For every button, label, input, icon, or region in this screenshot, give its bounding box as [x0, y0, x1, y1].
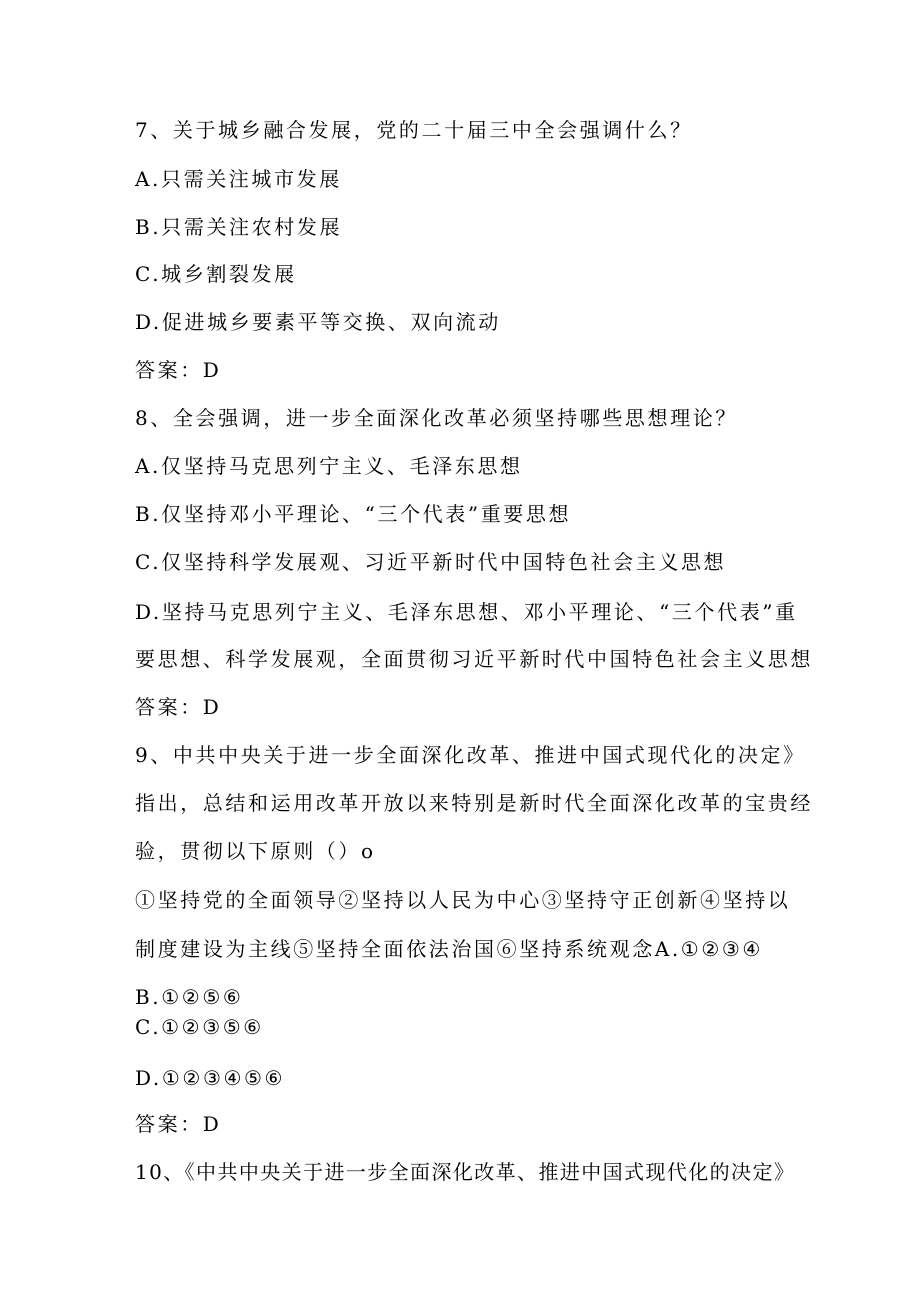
q8-answer: 答案：D [135, 695, 222, 719]
q8-question: 8、全会强调，进一步全面深化改革必须坚持哪些思想理论？ [135, 406, 738, 430]
q8-option-d-line2: 要思想、科学发展观，全面贯彻习近平新时代中国特色社会主义思想 [135, 647, 813, 671]
q9-question-line3: 验，贯彻以下原则（）o [135, 839, 376, 863]
q8-option-b: B.仅坚持邓小平理论、“三个代表”重要思想 [135, 502, 572, 526]
q8-option-c: C.仅坚持科学发展观、习近平新时代中国特色社会主义思想 [135, 550, 727, 574]
q9-option-d: D.①②③④⑤⑥ [135, 1066, 286, 1090]
q10-question-line1: 10、《中共中央关于进一步全面深化改革、推进中国式现代化的决定》 [135, 1160, 796, 1184]
q9-question-line1: 9、中共中央关于进一步全面深化改革、推进中国式现代化的决定》 [135, 743, 806, 767]
q7-answer: 答案：D [135, 358, 222, 382]
q9-principles-line2: 制度建设为主线⑤坚持全面依法治国⑥坚持系统观念A.①②③④ [135, 937, 763, 961]
q7-question: 7、关于城乡融合发展，党的二十届三中全会强调什么？ [135, 118, 693, 142]
q7-option-c: C.城乡割裂发展 [135, 262, 297, 286]
q9-answer: 答案：D [135, 1112, 222, 1136]
q7-option-b: B.只需关注农村发展 [135, 215, 343, 239]
q7-option-a: A.只需关注城市发展 [135, 167, 342, 191]
q8-option-a: A.仅坚持马克思列宁主义、毛泽东思想 [135, 454, 523, 478]
q9-principles-line1: ①坚持党的全面领导②坚持以人民为中心③坚持守正创新④坚持以 [135, 888, 791, 912]
q9-option-c: C.①②③⑤⑥ [135, 1015, 264, 1039]
q8-option-d-line1: D.坚持马克思列宁主义、毛泽东思想、邓小平理论、“三个代表”重 [135, 600, 798, 624]
q7-option-d: D.促进城乡要素平等交换、双向流动 [135, 310, 501, 334]
q9-option-b: B.①②⑤⑥ [135, 985, 244, 1009]
q9-question-line2: 指出，总结和运用改革开放以来特别是新时代全面深化改革的宝贵经 [135, 791, 813, 815]
